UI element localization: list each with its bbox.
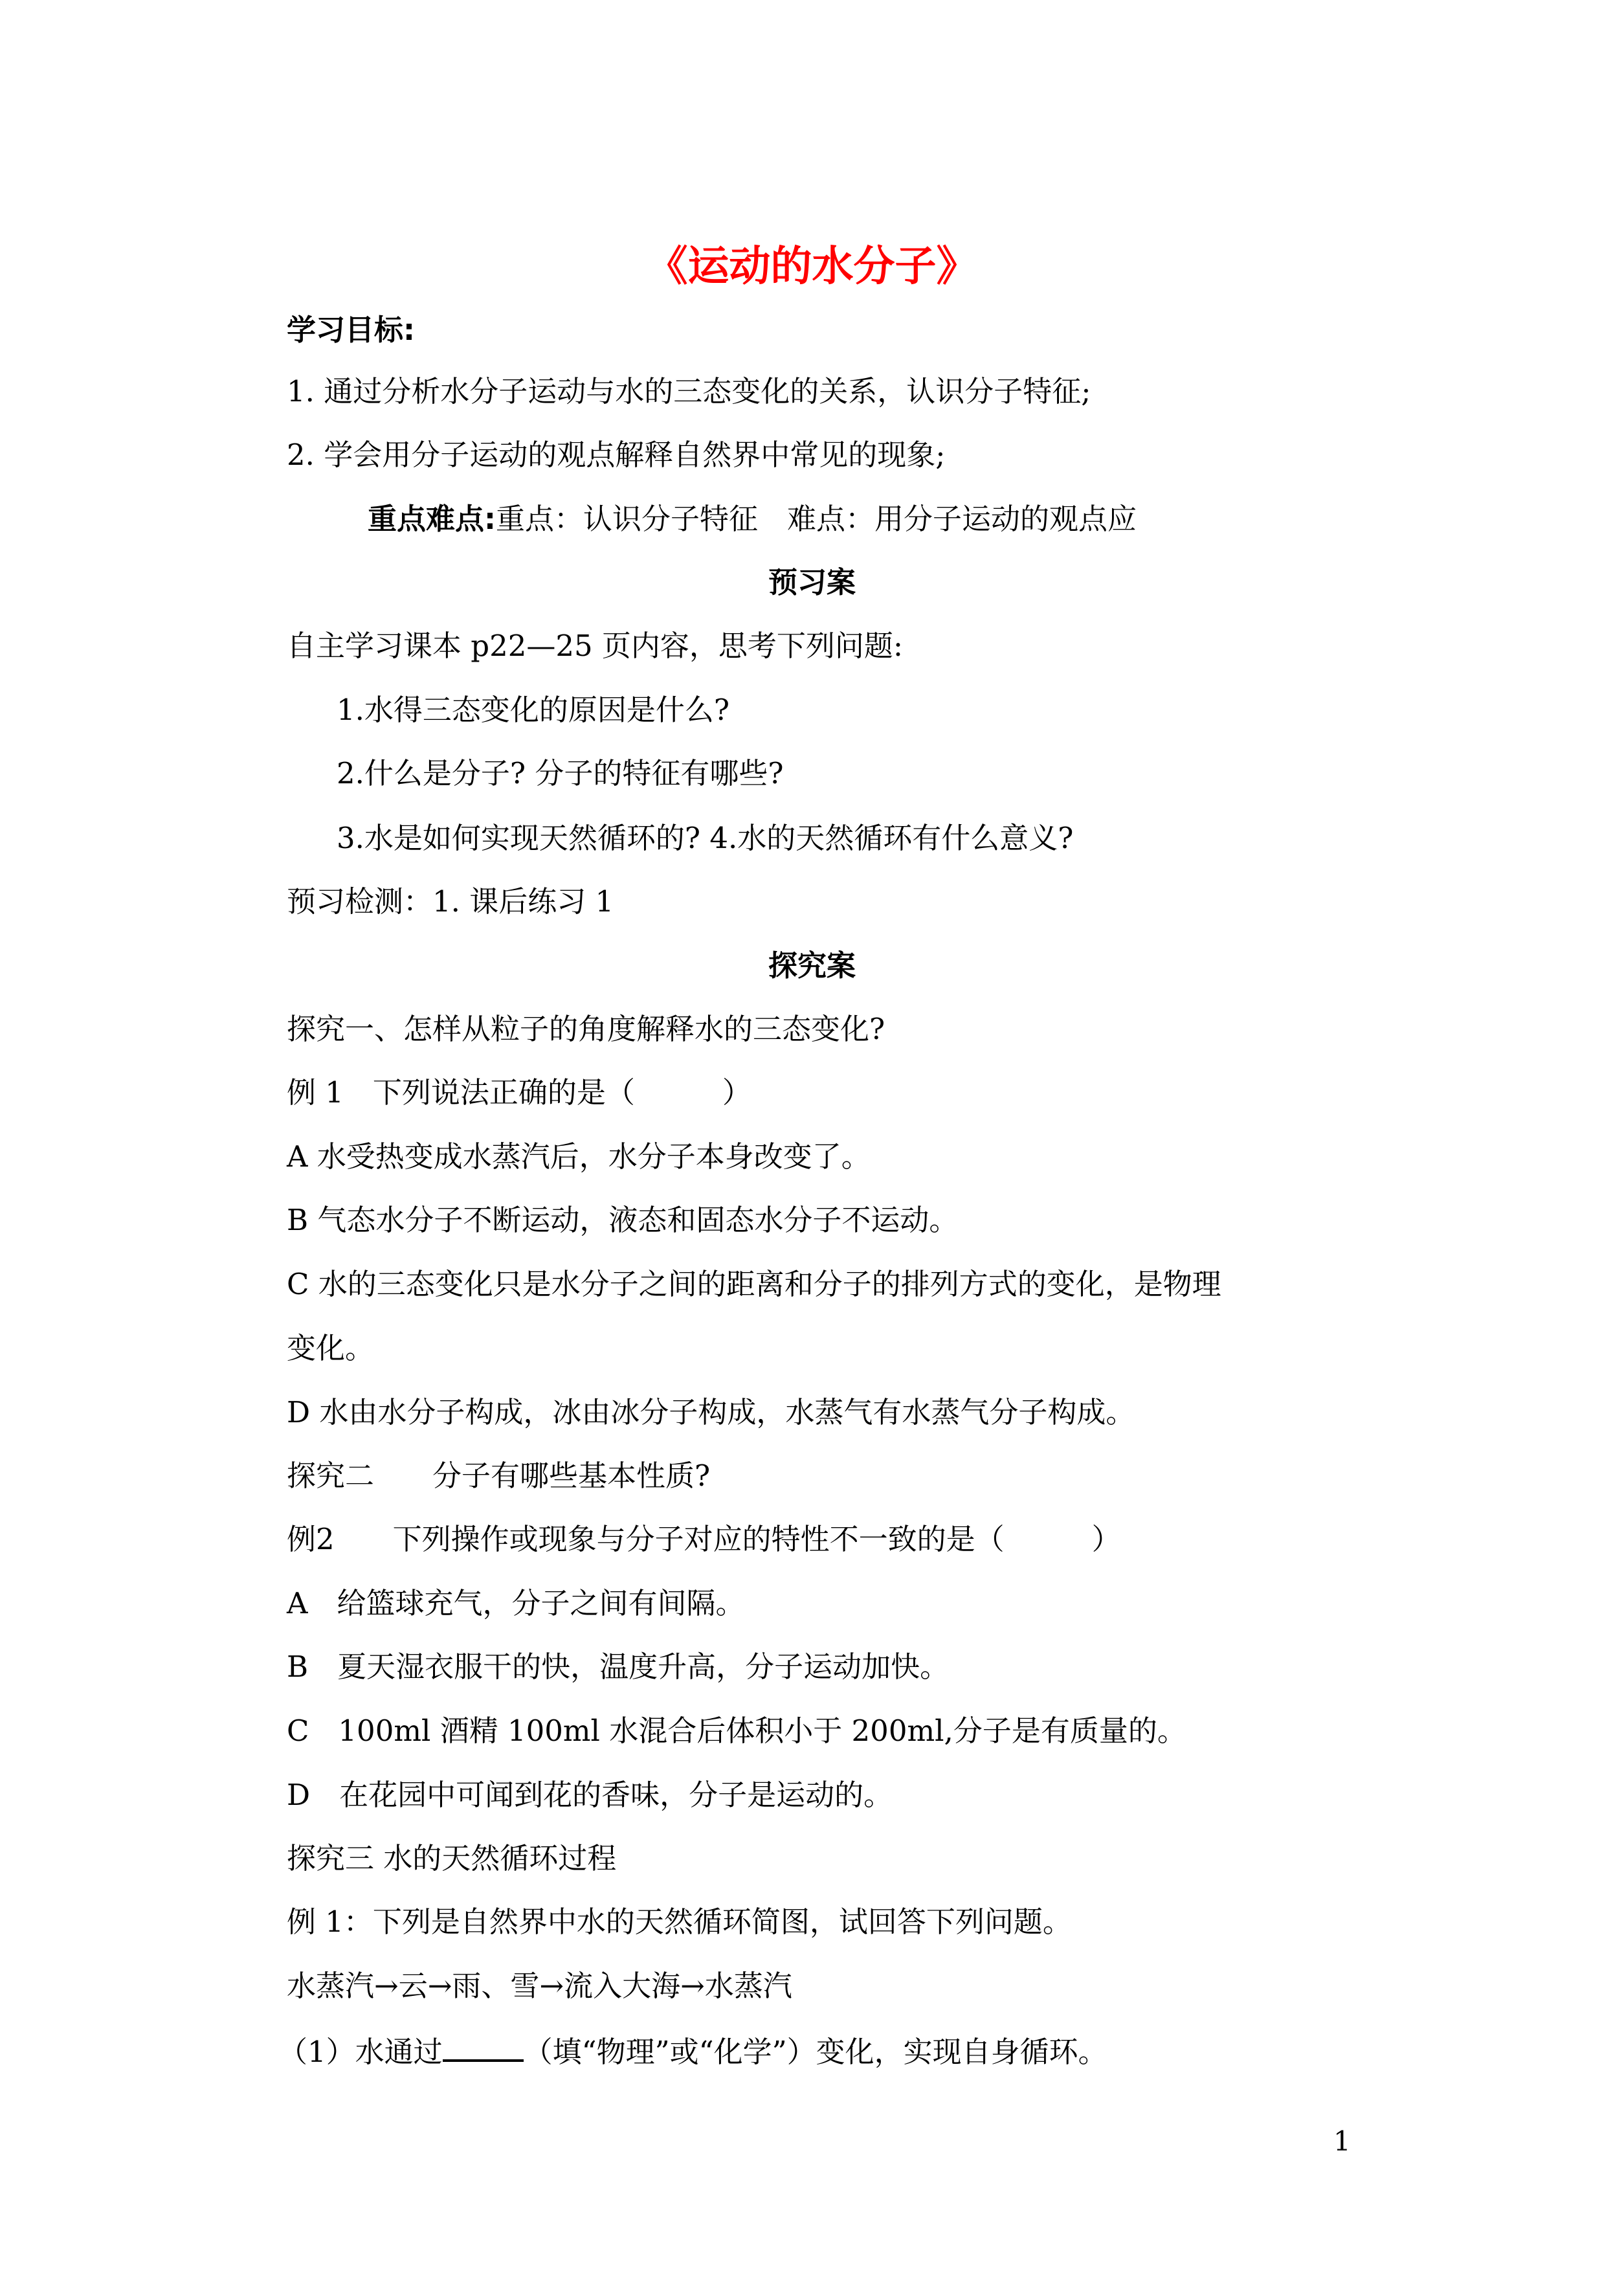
explore-part1-option-c: C 水的三态变化只是水分子之间的距离和分子的排列方式的变化，是物理 xyxy=(287,1267,1221,1301)
keypoints-label: 重点难点: xyxy=(368,502,496,536)
preview-heading: 预习案 xyxy=(768,565,856,599)
explore-part2-option-a: A 给篮球充气，分子之间有间隔。 xyxy=(287,1586,745,1620)
explore-part1-title: 探究一、怎样从粒子的角度解释水的三态变化? xyxy=(287,1012,885,1046)
preview-question-3: 3.水是如何实现天然循环的? 4.水的天然循环有什么意义? xyxy=(337,821,1074,855)
explore-part3-title: 探究三 水的天然循环过程 xyxy=(287,1841,617,1875)
keypoints-line xyxy=(368,500,1137,539)
explore-part1-example: 例 1 下列说法正确的是（ ） xyxy=(287,1075,751,1110)
explore-part3-example: 例 1：下列是自然界中水的天然循环简图，试回答下列问题。 xyxy=(287,1905,1072,1939)
preview-check: 预习检测：1. 课后练习 1 xyxy=(287,884,614,919)
answer-blank xyxy=(443,2031,524,2062)
explore-part3-question-1 xyxy=(278,2031,1107,2072)
question-suffix: （填“物理”或“化学”）变化，实现自身循环。 xyxy=(523,2035,1107,2069)
preview-intro: 自主学习课本 p22—25 页内容，思考下列问题: xyxy=(287,629,904,663)
explore-heading: 探究案 xyxy=(768,948,856,983)
question-prefix: （1）水通过 xyxy=(278,2035,443,2069)
objective-item-2: 2. 学会用分子运动的观点解释自然界中常见的现象; xyxy=(287,438,946,472)
explore-part2-option-c: C 100ml 酒精 100ml 水混合后体积小于 200ml,分子是有质量的。 xyxy=(287,1714,1186,1748)
explore-part1-option-d: D 水由水分子构成，冰由冰分子构成，水蒸气有水蒸气分子构成。 xyxy=(287,1395,1135,1429)
explore-part1-option-c-cont: 变化。 xyxy=(287,1331,375,1365)
explore-part1-option-b: B 气态水分子不断运动，液态和固态水分子不运动。 xyxy=(287,1203,959,1237)
explore-part2-option-d: D 在花园中可闻到花的香味，分子是运动的。 xyxy=(287,1778,893,1812)
explore-part2-option-b: B 夏天湿衣服干的快，温度升高，分子运动加快。 xyxy=(287,1650,950,1684)
page-number: 1 xyxy=(1333,2125,1351,2157)
keypoints-text: 重点：认识分子特征 难点：用分子运动的观点应 xyxy=(496,502,1137,536)
explore-part2-example: 例2 下列操作或现象与分子对应的特性不一致的是（ ） xyxy=(287,1522,1121,1556)
page-title: 《运动的水分子》 xyxy=(646,243,978,291)
preview-question-2: 2.什么是分子? 分子的特征有哪些? xyxy=(337,756,784,790)
water-cycle-text: 水蒸汽→云→雨、雪→流入大海→水蒸汽 xyxy=(287,1969,792,2003)
explore-part1-option-a: A 水受热变成水蒸汽后，水分子本身改变了。 xyxy=(287,1139,871,1174)
objective-item-1: 1. 通过分析水分子运动与水的三态变化的关系，认识分子特征; xyxy=(287,374,1091,408)
objectives-heading: 学习目标: xyxy=(287,313,415,347)
explore-part2-title: 探究二 分子有哪些基本性质? xyxy=(287,1459,711,1493)
preview-question-1: 1.水得三态变化的原因是什么? xyxy=(337,693,730,727)
